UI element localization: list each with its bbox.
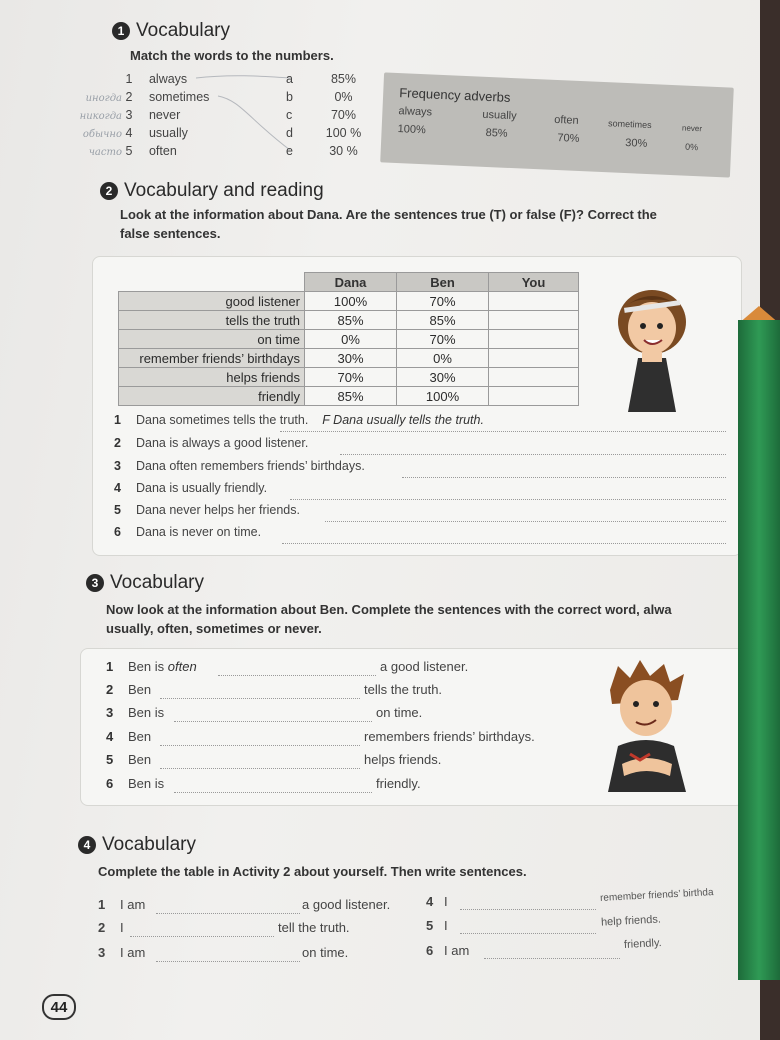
section2-heading bbox=[100, 180, 324, 202]
you-cell[interactable] bbox=[489, 368, 579, 387]
option-row: d 100 % bbox=[286, 126, 362, 140]
table-row: good listener 100% 70% bbox=[119, 292, 579, 311]
you-cell[interactable] bbox=[489, 311, 579, 330]
section3-heading bbox=[86, 572, 204, 594]
section3-instruction-line2: usually, often, sometimes or never. bbox=[106, 621, 322, 636]
col-header-ben: Ben bbox=[397, 273, 489, 292]
section1-heading bbox=[112, 20, 230, 42]
ben-sentence-row: 3 Ben is bbox=[106, 705, 165, 720]
answer-line[interactable] bbox=[160, 698, 360, 699]
section-title: Vocabulary bbox=[102, 834, 197, 855]
table-row: on time 0% 70% bbox=[119, 330, 579, 349]
page-number: 44 bbox=[42, 994, 76, 1020]
you-cell[interactable] bbox=[489, 292, 579, 311]
word-row: никогда 3 never bbox=[79, 108, 181, 122]
sentence-row: 1 Dana sometimes tells the truth. F Dana usually tells the truth. bbox=[114, 413, 484, 427]
answer-line[interactable] bbox=[156, 913, 300, 914]
your-sentence-row: 2 I bbox=[98, 920, 124, 935]
answer-line[interactable] bbox=[174, 792, 372, 793]
ben-sentence-row: 6 Ben is bbox=[106, 776, 165, 791]
ben-illustration bbox=[600, 660, 690, 792]
you-cell[interactable] bbox=[489, 330, 579, 349]
ben-sentence-row: 2 Ben bbox=[106, 682, 152, 697]
word-row: иногда 2 sometimes bbox=[85, 90, 210, 104]
answer-line[interactable] bbox=[282, 543, 726, 544]
section-number: 3 bbox=[86, 574, 104, 592]
col-header-dana: Dana bbox=[305, 273, 397, 292]
your-sentence-row: 1 I am bbox=[98, 897, 146, 912]
answer-line[interactable] bbox=[174, 721, 372, 722]
table-row: tells the truth 85% 85% bbox=[119, 311, 579, 330]
section-number: 2 bbox=[100, 182, 118, 200]
section-title: Vocabulary and reading bbox=[124, 180, 324, 201]
answer-line[interactable] bbox=[340, 454, 726, 455]
col-header-you: You bbox=[489, 273, 579, 292]
dana-illustration bbox=[612, 286, 692, 412]
sentence-row: 3 Dana often remembers friends’ birthdays. bbox=[114, 459, 365, 473]
sentence-row: 6 Dana is never on time. bbox=[114, 525, 262, 539]
section-number: 4 bbox=[78, 836, 96, 854]
sentence-row: 4 Dana is usually friendly. bbox=[114, 481, 268, 495]
option-row: c 70% bbox=[286, 108, 356, 122]
your-sentence-row: 5 I bbox=[426, 918, 448, 933]
option-row: b 0% bbox=[286, 90, 353, 104]
answer-line[interactable] bbox=[130, 936, 274, 937]
sentence-row: 2 Dana is always a good listener. bbox=[114, 436, 309, 450]
answer-line[interactable] bbox=[402, 477, 726, 478]
section-title: Vocabulary bbox=[110, 572, 205, 593]
your-sentence-row: 3 I am bbox=[98, 945, 146, 960]
word-row: часто 5 often bbox=[88, 144, 177, 158]
match-pencil-lines bbox=[190, 70, 300, 160]
option-row: e 30 % bbox=[286, 144, 358, 158]
table-row: friendly 85% 100% bbox=[119, 387, 579, 406]
table-header-row bbox=[119, 273, 579, 292]
ben-sentence-row: 5 Ben bbox=[106, 752, 152, 767]
answer-line[interactable] bbox=[156, 961, 300, 962]
your-sentence-row: 6 I am bbox=[426, 943, 470, 958]
answer-line[interactable] bbox=[460, 933, 596, 934]
info-table bbox=[118, 272, 579, 406]
section3-instruction-line1: Now look at the information about Ben. Complete the sentences with the correct word, alwa bbox=[106, 602, 672, 617]
answer-line[interactable] bbox=[218, 675, 376, 676]
frequency-adverbs-box: Frequency adverbs always 100% usually 85% often 70% sometimes 30% never 0% bbox=[380, 72, 734, 177]
written-answer: F Dana usually tells the truth. bbox=[322, 413, 484, 427]
table-row: remember friends’ birthdays 30% 0% bbox=[119, 349, 579, 368]
workbook-page: 1 Vocabulary Match the words to the numbers. 1 always иногда 2 sometimes никогда 3 never обычно 4 usually часто 5 often a 85% b 0% c 70% d 100 % e 30 % Frequency adverbs always 100% usually 85% often 70% sometimes 30% never 0% 2 Vocabulary and reading Look at the information about Dana. Are the sentences true (T) or false (F)? Correct the false sentences. Dana Ben You good listener 100% 70% tells the truth 85% 85% on time 0% 70% remember friends’ birthdays 30% 0% helps friends 70% 30% friendly 85% 100% 1 Dana sometimes tells the truth. F Dana usually tells the truth. 2 Dana is always a good listener. 3 Dana often remembers friends’ birthdays. 4 Dana is usually friendly. 5 Dana never helps her friends. 6 Dana is never on time. 3 Vocabulary Now look at the information about Ben. Complete the sentences with the correct word, alwa usually, often, sometimes or never. 1 Ben is often a good listener. 2 Ben tells the truth. 3 Ben is on time. 4 Ben remembers friends’ birthdays. 5 Ben helps friends. 6 Ben is friendly. 4 Vocabulary Complete the table in Activity 2 about yourself. Then write sentences. 1 I am a good listener. 2 I tell the truth. 3 I am on time. 4 I remember friends’ birthda 5 I help friends. 6 I am friendly. 44 bbox=[0, 0, 760, 1040]
answer-line[interactable] bbox=[484, 958, 620, 959]
answer-line[interactable] bbox=[460, 909, 596, 910]
answer-line[interactable] bbox=[325, 521, 726, 522]
answer-line[interactable] bbox=[160, 768, 360, 769]
table-row: helps friends 70% 30% bbox=[119, 368, 579, 387]
freq-box-title: Frequency adverbs bbox=[398, 85, 511, 105]
answer-line[interactable] bbox=[160, 745, 360, 746]
section-title: Vocabulary bbox=[136, 20, 231, 41]
answer-line[interactable] bbox=[280, 431, 726, 432]
word-row: 1 always bbox=[125, 72, 188, 86]
page-title-fragment bbox=[290, 0, 302, 23]
your-sentence-row: 4 I bbox=[426, 894, 448, 909]
you-cell[interactable] bbox=[489, 349, 579, 368]
ben-sentence-row: 1 Ben is often bbox=[106, 659, 197, 674]
word-row: обычно 4 usually bbox=[82, 126, 188, 140]
you-cell[interactable] bbox=[489, 387, 579, 406]
ben-sentence-row: 4 Ben bbox=[106, 729, 152, 744]
section2-instruction: Look at the information about Dana. Are the sentences true (T) or false (F)? Correct the false sentences. bbox=[120, 207, 657, 241]
option-row: a 85% bbox=[286, 72, 356, 86]
section-number: 1 bbox=[112, 22, 130, 40]
sentence-row: 5 Dana never helps her friends. bbox=[114, 503, 300, 517]
section4-instruction: Complete the table in Activity 2 about yourself. Then write sentences. bbox=[98, 864, 527, 879]
green-pencil bbox=[738, 320, 780, 980]
section1-instruction: Match the words to the numbers. bbox=[130, 48, 334, 63]
answer-line[interactable] bbox=[290, 499, 726, 500]
section4-heading bbox=[78, 834, 196, 856]
written-answer: often bbox=[167, 659, 197, 674]
